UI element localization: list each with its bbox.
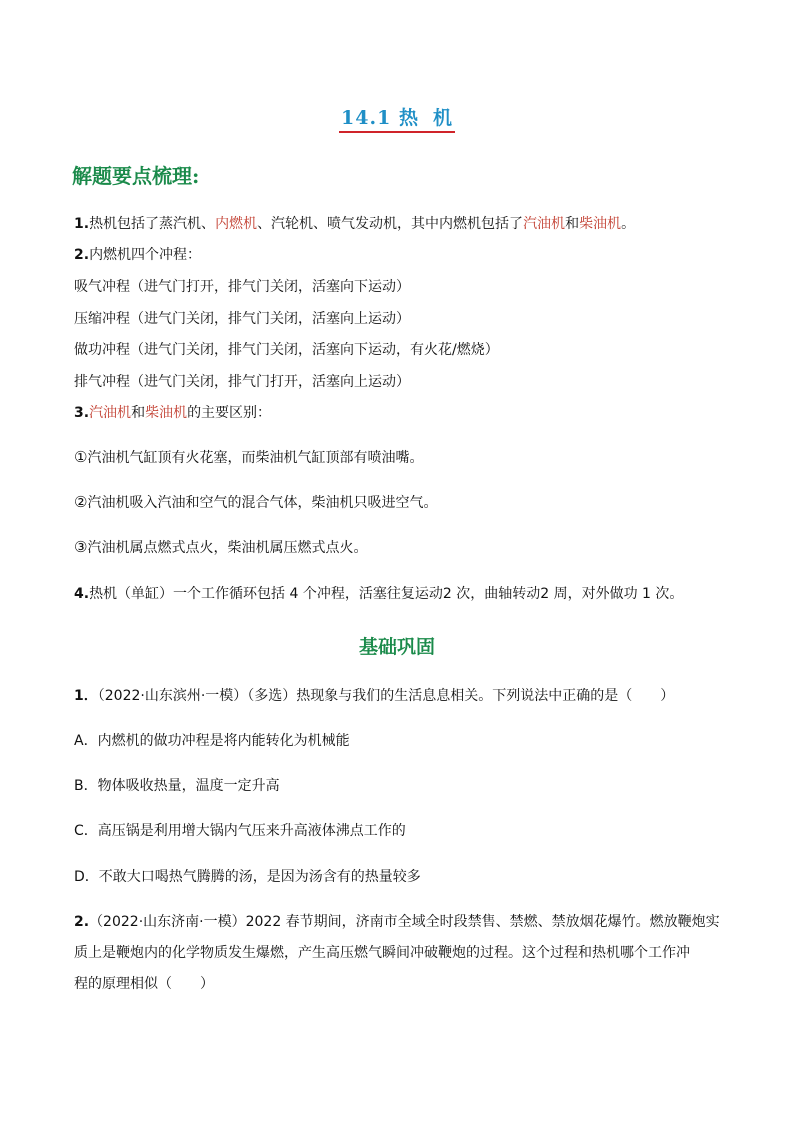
section-heading-summary: 解题要点梳理: <box>72 164 200 188</box>
title-word-1: 热 <box>398 107 419 129</box>
question-2-line-1: 2.（2022·山东济南·一模）2022 春节期间，济南市全域全时段禁售、禁燃、禁放烟花爆竹。燃放鞭炮实 <box>74 914 720 930</box>
section-heading-basic: 基础巩固 <box>358 636 435 658</box>
question-1-option-d: D．不敢大口喝热气腾腾的汤，是因为汤含有的热量较多 <box>74 869 421 885</box>
point-1: 1.热机包括了蒸汽机、内燃机、汽轮机、喷气发动机，其中内燃机包括了汽油机和柴油机。 <box>74 216 636 232</box>
question-1-option-c: C．高压锅是利用增大锅内气压来升高液体沸点工作的 <box>74 823 406 839</box>
stroke-compression: 压缩冲程（进气门关闭，排气门关闭，活塞向上运动） <box>74 311 410 327</box>
difference-3: ③汽油机属点燃式点火，柴油机属压燃式点火。 <box>74 538 368 556</box>
question-1-option-a: A．内燃机的做功冲程是将内能转化为机械能 <box>74 733 350 749</box>
question-1-option-b: B．物体吸收热量，温度一定升高 <box>74 778 280 794</box>
question-1-stem: 1．（2022·山东滨州·一模）（多选）热现象与我们的生活息息相关。下列说法中正确的是（ ） <box>74 688 675 704</box>
question-2-line-2: 质上是鞭炮内的化学物质发生爆燃，产生高压燃气瞬间冲破鞭炮的过程。这个过程和热机哪个工作冲 <box>74 945 690 961</box>
stroke-power: 做功冲程（进气门关闭，排气门关闭，活塞向下运动，有火花/燃烧） <box>74 342 499 358</box>
point-4: 4.热机（单缸）一个工作循环包括 4 个冲程，活塞往复运动2 次，曲轴转动2 周，对外做功 1 次。 <box>74 586 684 602</box>
question-2-line-3: 程的原理相似（ ） <box>74 976 214 992</box>
stroke-exhaust: 排气冲程（进气门关闭，排气门打开，活塞向上运动） <box>74 374 410 390</box>
page-title <box>0 103 794 133</box>
stroke-intake: 吸气冲程（进气门打开，排气门关闭，活塞向下运动） <box>74 279 410 295</box>
point-2: 2.内燃机四个冲程： <box>74 247 202 263</box>
difference-1: ①汽油机气缸顶有火花塞，而柴油机气缸顶部有喷油嘴。 <box>74 448 424 466</box>
title-word-2: 机 <box>432 107 453 129</box>
title-number: 14.1 <box>341 107 392 129</box>
difference-2: ②汽油机吸入汽油和空气的混合气体，柴油机只吸进空气。 <box>74 493 438 511</box>
point-3: 3.汽油机和柴油机的主要区别： <box>74 405 272 421</box>
